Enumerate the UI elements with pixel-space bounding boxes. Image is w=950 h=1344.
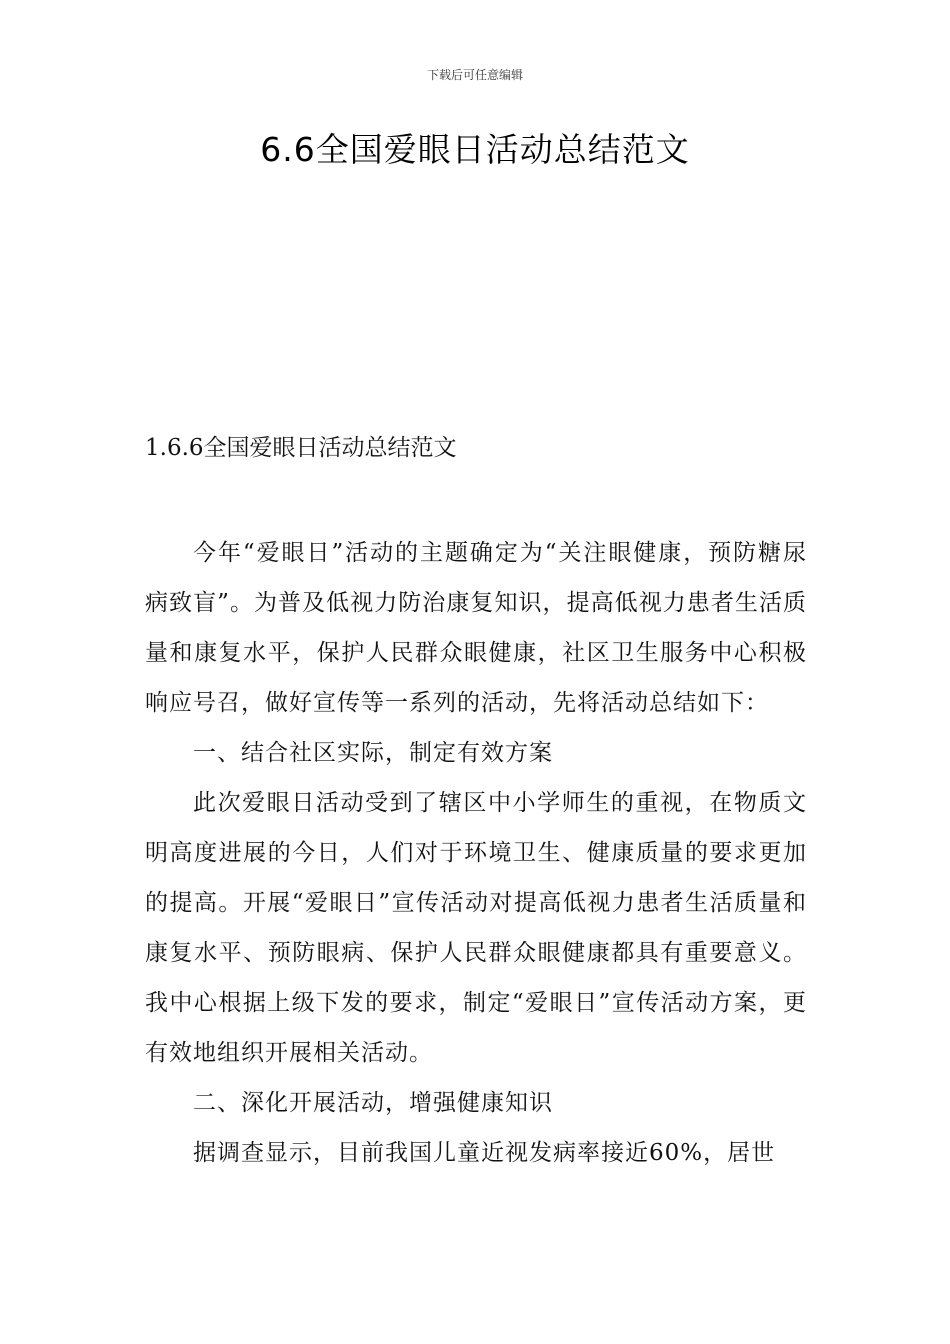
paragraph-intro: 今年“爱眼日”活动的主题确定为“关注眼健康，预防糖尿病致盲”。为普及低视力防治康复知识，提高低视力患者生活质量和康复水平，保护人民群众眼健康，社区卫生服务中心积极响应号召，做好宣传等一系列的活动，先将活动总结如下： bbox=[145, 540, 807, 716]
paragraph-section-1: 此次爱眼日活动受到了辖区中小学师生的重视，在物质文明高度进展的今日，人们对于环境卫生、健康质量的要求更加的提高。开展“爱眼日”宣传活动对提高低视力患者生活质量和康复水平、预防眼病、保护人民群众眼健康都具有重要意义。我中心根据上级下发的要求，制定“爱眼日”宣传活动方案，更有效地组织开展相关活动。 bbox=[145, 790, 807, 1066]
paragraph-section-2: 据调查显示，目前我国儿童近视发病率接近60%，居世 bbox=[193, 1140, 776, 1166]
header-note: 下载后可任意编辑 bbox=[426, 68, 523, 82]
document-title: 6.6全国爱眼日活动总结范文 bbox=[260, 130, 690, 169]
document-subtitle: 1.6.6全国爱眼日活动总结范文 bbox=[145, 435, 457, 461]
section-heading-1: 一、结合社区实际，制定有效方案 bbox=[193, 740, 553, 766]
document-body bbox=[145, 528, 807, 1178]
section-heading-2: 二、深化开展活动，增强健康知识 bbox=[193, 1090, 553, 1116]
